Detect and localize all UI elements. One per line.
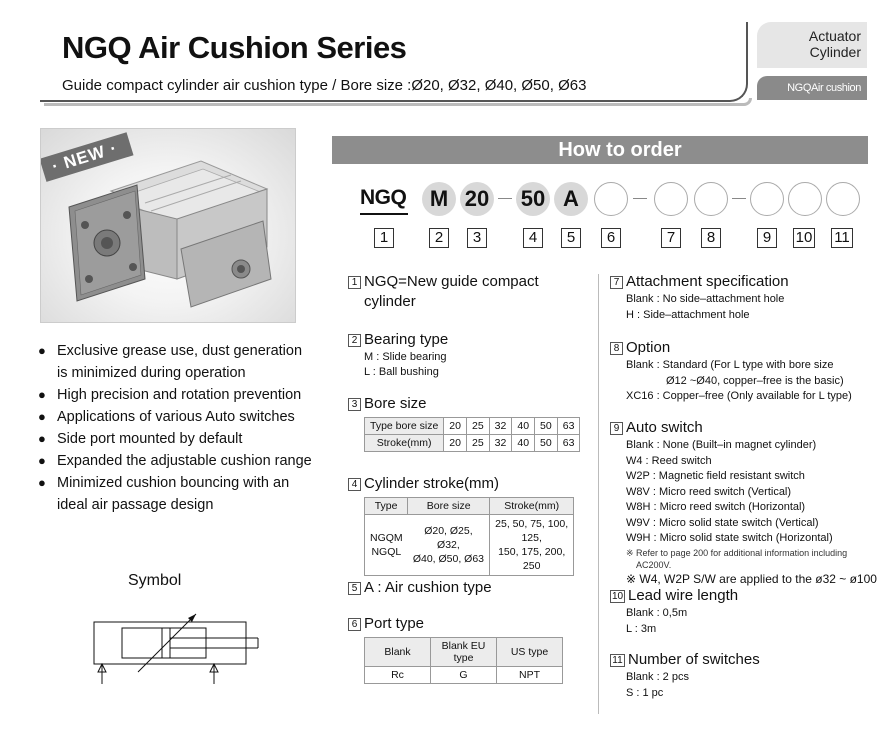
code-dash [498,198,512,199]
section-9-note-bold: ※ W4, W2P S/W are applied to the ø32 ~ ø100 [626,571,877,586]
section-9-note-2: AC200V. [636,559,672,570]
section-8-title: Option [626,339,671,356]
section-4-title: Cylinder stroke(mm) [364,475,500,492]
section-11 [610,650,885,701]
section-5-title: A : Air cushion type [364,579,492,596]
section-8-line-1: Blank : Standard (For L type with bore size [626,359,834,371]
port-value-blank: Rc [365,667,431,684]
section-2-title: Bearing type [364,331,449,348]
page-subtitle: Guide compact cylinder air cushion type / Bore size :Ø20, Ø32, Ø40, Ø50, Ø63 [62,77,587,94]
order-prefix-underline [360,213,408,215]
feature-item: is minimized during operation [57,365,246,381]
order-num-10: 10 [793,228,815,248]
category-line-2: Cylinder [809,44,861,60]
bore-cell: 20 [444,418,467,435]
section-9-num: 9 [610,422,623,435]
stroke-header-bore: Bore size [408,498,490,515]
section-1-title: NGQ=New guide compact [364,273,539,290]
section-5 [348,578,492,598]
section-9-line-2: W4 : Reed switch [626,454,712,467]
section-7-line-2: H : Side–attachment hole [626,308,750,321]
section-10 [610,586,885,637]
section-8-line-2: Ø12 ~Ø40, copper–free is the basic) [666,374,844,387]
order-num-6: 6 [601,228,621,248]
code-dash [633,198,647,199]
column-divider [598,274,599,714]
section-9-line-6: W9V : Micro solid state switch (Vertical) [626,516,819,529]
stroke-cell: 63 [557,435,580,452]
section-9 [610,418,885,587]
section-8 [610,338,885,405]
section-2-num: 2 [348,334,361,347]
section-3-title: Bore size [364,395,427,412]
code-cushion: A [554,182,588,216]
order-num-5: 5 [561,228,581,248]
feature-item: ● Side port mounted by default [38,428,328,450]
bore-size-table [364,417,580,452]
stroke-cell: 40 [512,435,535,452]
code-stroke: 50 [516,182,550,216]
section-7-title: Attachment specification [626,273,789,290]
section-5-num: 5 [348,582,361,595]
bore-cell: 63 [557,418,580,435]
bore-row2-label: Stroke(mm) [365,435,444,452]
category-label [757,22,867,68]
order-num-2: 2 [429,228,449,248]
section-9-line-7: W9H : Micro solid state switch (Horizontal) [626,532,833,544]
section-11-line-1: Blank : 2 pcs [626,671,689,683]
order-num-8: 8 [701,228,721,248]
code-lead-empty [788,182,822,216]
series-tag: NGQAir cushion Series [757,76,867,100]
stroke-values-1: 25, 50, 75, 100, 125, [495,518,569,544]
section-7-line-1: Blank : No side–attachment hole [626,293,785,305]
section-9-line-3: W2P : Magnetic field resistant switch [626,470,805,482]
code-dash [732,198,746,199]
order-num-7: 7 [661,228,681,248]
code-option-empty [694,182,728,216]
section-8-num: 8 [610,342,623,355]
stroke-type-1: NGQM [370,532,403,544]
code-bore: 20 [460,182,494,216]
bore-cell: 40 [512,418,535,435]
order-num-4: 4 [523,228,543,248]
bore-cell: 25 [466,418,489,435]
order-num-3: 3 [467,228,487,248]
section-7-num: 7 [610,276,623,289]
stroke-type-2: NGQL [371,546,402,558]
feature-item: ● High precision and rotation prevention [38,384,328,406]
port-header-eu: Blank EU type [431,638,497,667]
feature-item: ideal air passage design [57,497,214,513]
section-6 [348,614,563,684]
cylinder-illustration [41,129,296,323]
section-9-note-1: ※ Refer to page 200 for additional information including [626,547,848,558]
section-10-num: 10 [611,591,624,602]
code-count-empty [826,182,860,216]
page-title: NGQ Air Cushion Series [62,30,407,65]
section-10-title: Lead wire length [628,587,739,604]
order-number-row [340,228,870,250]
code-switch-empty [750,182,784,216]
stroke-cell: 32 [489,435,512,452]
stroke-table [364,497,574,576]
code-port-empty [594,182,628,216]
feature-list [38,340,328,516]
new-badge: · NEW · [40,132,134,182]
section-2-line-2: L : Ball bushing [364,366,439,378]
bore-cell: 50 [535,418,558,435]
code-attachment-empty [654,182,688,216]
section-8-line-3: XC16 : Copper–free (Only available for L type) [626,390,852,402]
stroke-header-type: Type [365,498,408,515]
order-code-row [340,180,870,220]
section-9-line-5: W8H : Micro reed switch (Horizontal) [626,501,806,513]
section-1-num: 1 [348,276,361,289]
symbol-title: Symbol [128,572,182,589]
section-1-title-2: cylinder [364,293,416,310]
how-to-order-bar: How to order [332,136,868,164]
section-2-line-1: M : Slide bearing [364,351,447,363]
section-3 [348,394,580,452]
bore-row1-label: Type bore size [365,418,444,435]
stroke-cell: 20 [444,435,467,452]
feature-item: ● Applications of various Auto switches [38,406,328,428]
stroke-bore-1: Ø20, Ø25, Ø32, [424,525,473,551]
feature-item: ● Expanded the adjustable cushion range [38,450,328,472]
section-11-line-2: S : 1 pc [626,686,664,699]
order-prefix: NGQ [360,186,407,209]
section-6-num: 6 [348,618,361,631]
pneumatic-symbol [88,600,268,690]
section-7 [610,272,885,323]
port-value-us: NPT [497,667,563,684]
category-line-1: Actuator [808,28,861,44]
order-num-1: 1 [374,228,394,248]
bore-cell: 32 [489,418,512,435]
feature-item: ● Exclusive grease use, dust generation [38,340,328,362]
stroke-cell: 25 [466,435,489,452]
section-10-line-1: Blank : 0,5m [626,607,688,619]
code-bearing: M [422,182,456,216]
port-type-table [364,637,563,684]
order-num-11: 11 [831,228,853,248]
section-4 [348,474,574,576]
stroke-cell: 50 [535,435,558,452]
section-11-num: 11 [610,654,625,667]
product-photo [40,128,296,323]
port-value-eu: G [431,667,497,684]
section-1 [348,272,539,312]
stroke-values-2: 150, 175, 200, 250 [498,546,566,572]
section-2 [348,330,448,380]
section-11-title: Number of switches [628,651,760,668]
section-4-num: 4 [348,478,361,491]
order-num-9: 9 [757,228,777,248]
port-header-us: US type [497,638,563,667]
stroke-bore-2: Ø40, Ø50, Ø63 [412,553,485,565]
section-6-title: Port type [364,615,425,632]
section-10-line-2: L : 3m [626,622,657,635]
section-9-line-1: Blank : None (Built–in magnet cylinder) [626,439,817,451]
section-3-num: 3 [348,398,361,411]
feature-item: ● Minimized cushion bouncing with an [38,472,328,494]
port-header-blank: Blank [365,638,431,667]
section-9-line-4: W8V : Micro reed switch (Vertical) [626,485,792,498]
stroke-header-stroke: Stroke(mm) [490,498,574,515]
section-9-title: Auto switch [626,419,703,436]
